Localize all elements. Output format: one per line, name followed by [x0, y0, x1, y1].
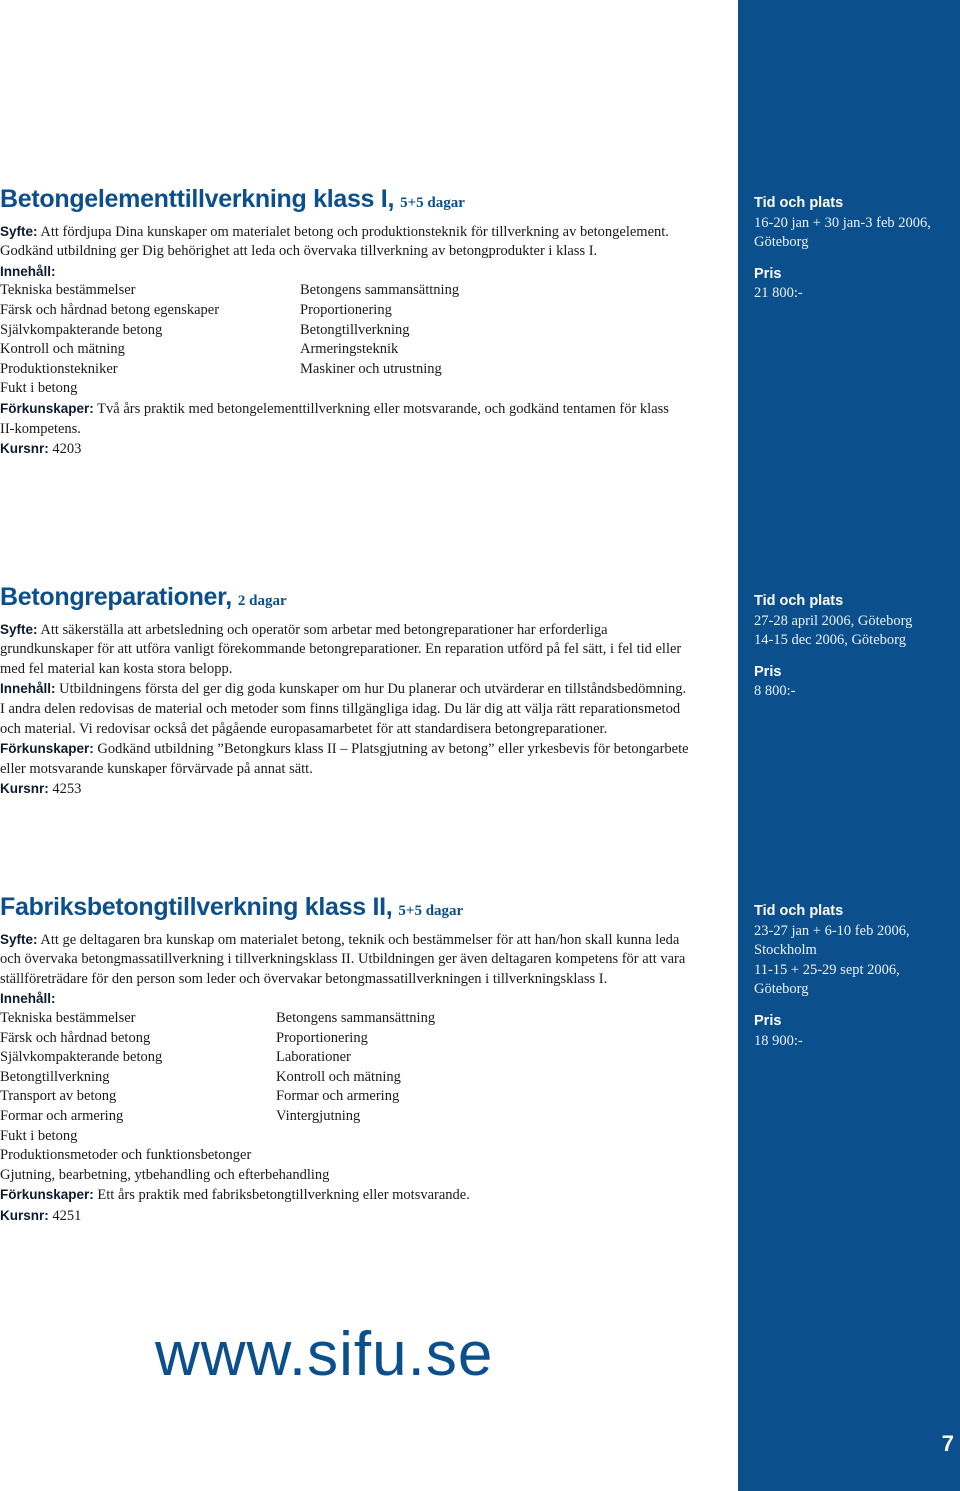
kursnr-line	[0, 439, 700, 460]
tid-line: Göteborg	[754, 234, 809, 251]
list-item: Betongens sammansättning	[300, 282, 460, 299]
course-fabriksbetongtillverkning	[0, 893, 700, 1227]
list-item: Tekniska bestämmelser	[0, 1009, 136, 1026]
list-item: Tekniska bestämmelser	[0, 282, 136, 299]
forkunskaper-text: Två års praktik med betongelementtillverkning eller motsvarande, och godkänd tentamen för klass II-kompetens.	[0, 400, 669, 437]
forkunskaper-paragraph	[0, 1185, 690, 1206]
syfte-label: Syfte:	[0, 621, 38, 637]
tid-och-plats-value	[754, 214, 959, 253]
innehall-extra-list	[0, 1127, 700, 1186]
kursnr-label: Kursnr:	[0, 781, 49, 797]
course-duration: 2 dagar	[237, 593, 287, 609]
course-info-betongelementtillverkning	[754, 194, 959, 316]
course-title-text: Betongelementtillverkning klass I,	[0, 185, 395, 213]
course-betongelementtillverkning	[0, 185, 700, 460]
forkunskaper-label: Förkunskaper:	[0, 1187, 94, 1203]
tid-och-plats-value	[754, 922, 959, 1000]
kursnr-label: Kursnr:	[0, 1207, 49, 1223]
pris-value: 18 900:-	[754, 1032, 803, 1049]
list-item: Produktionstekniker	[0, 360, 118, 377]
pris-label: Pris	[754, 265, 782, 282]
course-info-betongreparationer	[754, 592, 959, 714]
tid-line: 27-28 april 2006, Göteborg	[754, 612, 913, 629]
tid-line: 14-15 dec 2006, Göteborg	[754, 632, 906, 649]
innehall-list	[0, 281, 700, 379]
list-item: Kontroll och mätning	[276, 1068, 401, 1085]
list-item: Gjutning, bearbetning, ytbehandling och efterbehandling	[0, 1166, 330, 1183]
list-item: Färsk och hårdnad betong egenskaper	[0, 301, 220, 318]
innehall-text: Utbildningens första del ger dig goda kunskaper om hur Du planerar och utvärderar en tillståndsbedömning. I andra delen redovisas de material och metoder som finns tillgängliga idag. Du lär dig att välja rätt reparationsmetod och material. Vi redovisar också det pågående europasamarbetet för att standardisera betongreparationer.	[0, 681, 687, 737]
syfte-label: Syfte:	[0, 931, 38, 947]
list-item: Betongens sammansättning	[276, 1009, 436, 1026]
innehall-extra-list	[0, 379, 700, 399]
list-item: Armeringsteknik	[300, 341, 399, 358]
tid-line: 11-15 + 25-29 sept 2006,	[754, 961, 900, 978]
pris-value: 8 800:-	[754, 683, 796, 700]
innehall-paragraph	[0, 679, 690, 739]
list-item: Produktionsmetoder och funktionsbetonger	[0, 1147, 252, 1164]
list-item: Betongtillverkning	[0, 1068, 110, 1085]
course-title	[0, 185, 700, 214]
tid-och-plats-label: Tid och plats	[754, 195, 844, 211]
course-title-text: Fabriksbetongtillverkning klass II,	[0, 893, 393, 921]
syfte-text: Att ge deltagaren bra kunskap om materialet betong, teknik och bestämmelser för att han/hon skall kunna leda och övervaka betongmassatillverkning i tillverkningsklass II. Utbildningen ger även deltagaren kompetens för att vara ställföreträdare för den person som leder och övervakar betongmassatillverkningen i tillverkningsklass I.	[0, 931, 686, 987]
list-item: Transport av betong	[0, 1088, 117, 1105]
list-item: Formar och armering	[276, 1088, 400, 1105]
course-title-text: Betongreparationer,	[0, 583, 232, 611]
syfte-label: Syfte:	[0, 223, 38, 239]
forkunskaper-paragraph	[0, 399, 680, 439]
course-duration: 5+5 dagar	[398, 903, 464, 919]
list-item: Kontroll och mätning	[0, 341, 125, 358]
list-item: Självkompakterande betong	[0, 1049, 163, 1066]
list-item: Fukt i betong	[0, 1127, 78, 1144]
list-item: Laborationer	[276, 1049, 351, 1066]
forkunskaper-text: Ett års praktik med fabriksbetongtillverkning eller motsvarande.	[97, 1187, 470, 1204]
forkunskaper-label: Förkunskaper:	[0, 400, 94, 416]
tid-och-plats-label: Tid och plats	[754, 903, 844, 919]
kursnr-value: 4251	[52, 1207, 82, 1224]
innehall-label: Innehåll:	[0, 991, 56, 1007]
innehall-label: Innehåll:	[0, 681, 56, 697]
pris-label: Pris	[754, 1012, 782, 1029]
kursnr-value: 4203	[52, 441, 82, 458]
list-item: Fukt i betong	[0, 380, 78, 397]
pris-label: Pris	[754, 663, 782, 680]
syfte-paragraph	[0, 930, 690, 990]
forkunskaper-text: Godkänd utbildning ”Betongkurs klass II – Platsgjutning av betong” eller yrkesbevis för betongarbete eller motsvarande kunskaper förvärvade på annat sätt.	[0, 741, 689, 777]
tid-line: 23-27 jan + 6-10 feb 2006,	[754, 922, 910, 939]
course-duration: 5+5 dagar	[400, 195, 465, 211]
forkunskaper-label: Förkunskaper:	[0, 741, 94, 757]
list-item: Vintergjutning	[276, 1107, 361, 1124]
list-item: Färsk och hårdnad betong	[0, 1029, 151, 1046]
course-betongreparationer	[0, 583, 700, 800]
course-info-fabriksbetongtillverkning	[754, 902, 959, 1063]
website-url[interactable]: www.sifu.se	[155, 1320, 494, 1389]
pris-value: 21 800:-	[754, 285, 803, 302]
course-title	[0, 893, 700, 922]
syfte-paragraph	[0, 620, 700, 680]
tid-line: Stockholm	[754, 942, 817, 959]
syfte-paragraph	[0, 222, 690, 262]
innehall-label: Innehåll:	[0, 263, 56, 279]
kursnr-line	[0, 779, 700, 800]
kursnr-line	[0, 1206, 700, 1227]
list-item: Maskiner och utrustning	[300, 360, 442, 377]
tid-line: Göteborg	[754, 981, 809, 998]
list-item: Självkompakterande betong	[0, 321, 163, 338]
tid-och-plats-value	[754, 612, 959, 651]
kursnr-value: 4253	[52, 781, 82, 798]
page-number: 7	[941, 1431, 954, 1456]
kursnr-label: Kursnr:	[0, 441, 49, 457]
syfte-text: Att fördjupa Dina kunskaper om materialet betong och produktionsteknik för tillverkning av betongelement. Godkänd utbildning ger Dig behörighet att leda och övervaka tillverkning av betongprodukter i klass I.	[0, 223, 669, 260]
course-title	[0, 583, 700, 612]
forkunskaper-paragraph	[0, 739, 705, 779]
syfte-text: Att säkerställa att arbetsledning och operatör som arbetar med betongreparationer har erforderliga grundkunskaper för att utföra vanligt förekommande betongreparationer. En reparation utförd på fel sätt, i fel tid eller med fel material kan kosta stora belopp.	[0, 621, 682, 677]
innehall-list	[0, 1009, 700, 1127]
tid-och-plats-label: Tid och plats	[754, 593, 844, 609]
list-item: Betongtillverkning	[300, 321, 410, 338]
list-item: Proportionering	[276, 1029, 368, 1046]
list-item: Proportionering	[300, 301, 392, 318]
tid-line: 16-20 jan + 30 jan-3 feb 2006,	[754, 214, 931, 231]
list-item: Formar och armering	[0, 1107, 124, 1124]
